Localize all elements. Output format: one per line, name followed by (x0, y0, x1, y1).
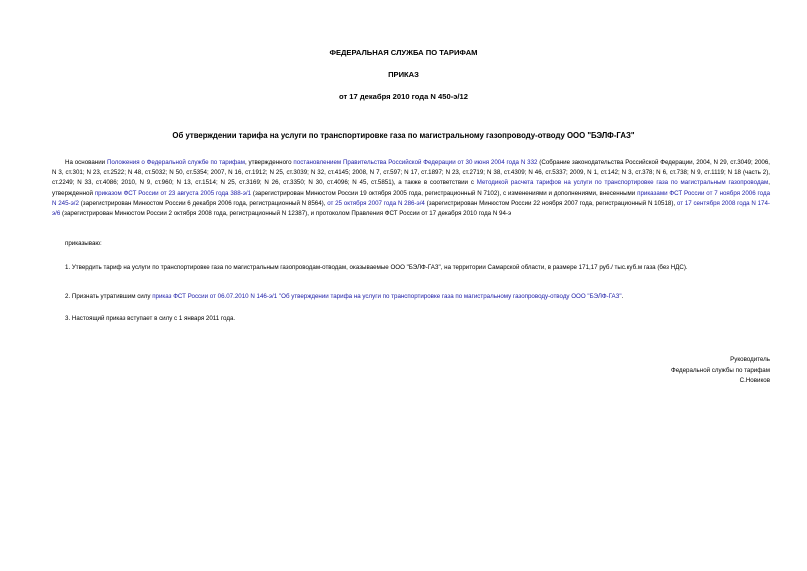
signature-name: С.Новиков (739, 377, 770, 385)
item-2-prefix: 2. Признать утратившим силу (65, 293, 153, 300)
document-type: ПРИКАЗ (388, 70, 419, 79)
preamble-text: (зарегистрирован Минюстом России 19 октября 2005 года, регистрационный N 7102), с изменениями и дополнениями, внесенными (251, 189, 638, 197)
order-item-3: 3. Настоящий приказ вступает в силу с 1 января 2011 года. (65, 315, 236, 322)
link-fst-regulation[interactable]: Положения о Федеральной службе по тарифам (106, 159, 245, 166)
preamble-text: (Собрание законодательства Российской Федерации, 2004, N 29, ст.3049; 2006, N 3, ст.301; N 23, ст.2522; N 48, ст.5032; N 50, ст.5354; 2007, N 16, ст.1912; N 25, ст.3039; N 32, ст.4145; 2008, N 7, ст.597; N 17, ст.1897; N 23, ст.2719; N 38, ст.4309; N 46, ст.5337; 2009, N 1, ст.142; N 3, ст.378; N 6, ст.738; N 9, ст.1119; N 18 (часть 2), ст.2249; N 33, ст.4086; 2010, N 9, ст.960; N 13, ст.1514; N 25, ст.3169; N 26, ст.3350; N 30, ст.4096; N 45, ст.5851), а также в соответствии с (52, 159, 771, 187)
signature-block (570, 355, 770, 387)
signature-organization: Федеральной службы по тарифам (671, 366, 770, 374)
preamble-paragraph (52, 158, 770, 219)
link-order-146[interactable]: приказ ФСТ России от 06.07.2010 N 146-э/1 "Об утверждении тарифа на услуги по транспортировке газа по магистральному газопроводу-отводу ООО "БЭЛФ-ГАЗ" (152, 293, 622, 300)
link-order-388[interactable]: приказом ФСТ России от 23 августа 2005 года 388-э/1 (94, 189, 252, 197)
item-2-suffix: . (621, 293, 624, 300)
agency-name: ФЕДЕРАЛЬНАЯ СЛУЖБА ПО ТАРИФАМ (329, 48, 478, 57)
link-tariff-methodology[interactable]: Методикой расчета тарифов на услуги по транспортировке газа по магистральным газопроводам (476, 179, 769, 187)
preamble-text: , утвержденного (244, 159, 294, 166)
link-order-245[interactable]: приказами ФСТ России от 7 ноября 2006 года N 245-э/2 (52, 189, 771, 207)
order-item-1: 1. Утвердить тариф на услуги по транспортировке газа по магистральным газопроводам-отводам, оказываемые ООО "БЭЛФ-ГАЗ", на территории Самарской области, в размере 171,17 руб./ тыс.куб.м газа (без НДС). (65, 264, 688, 271)
preamble-text: На основании (65, 159, 107, 166)
link-government-resolution[interactable]: постановлением Правительства Российской Федерации от 30 июня 2004 года N 332 (293, 159, 538, 166)
link-order-174[interactable]: от 17 сентября 2008 года N 174-э/6 (52, 199, 770, 218)
preamble-text: (зарегистрирован Минюстом России 2 октября 2008 года, регистрационный N 12387), и протоколом Правления ФСТ России от 17 декабря 2010 года N 94-э (60, 210, 512, 218)
document-date-number: от 17 декабря 2010 года N 450-э/12 (339, 92, 468, 101)
order-item-2 (52, 292, 770, 302)
link-order-286[interactable]: от 25 октября 2007 года N 286-э/4 (327, 199, 425, 207)
preamble-text: (зарегистрирован Минюстом России 6 декабря 2006 года, регистрационный N 8564), (78, 199, 328, 207)
preamble-text: , утвержденной (52, 179, 770, 197)
order-word: приказываю: (65, 240, 102, 247)
preamble-text: (зарегистрирован Минюстом России 22 ноября 2007 года, регистрационный N 10518), (424, 199, 677, 207)
signature-position: Руководитель (730, 356, 770, 363)
document-title: Об утверждении тарифа на услуги по транспортировке газа по магистральному газопроводу-отводу ООО "БЭЛФ-ГАЗ" (172, 131, 635, 140)
